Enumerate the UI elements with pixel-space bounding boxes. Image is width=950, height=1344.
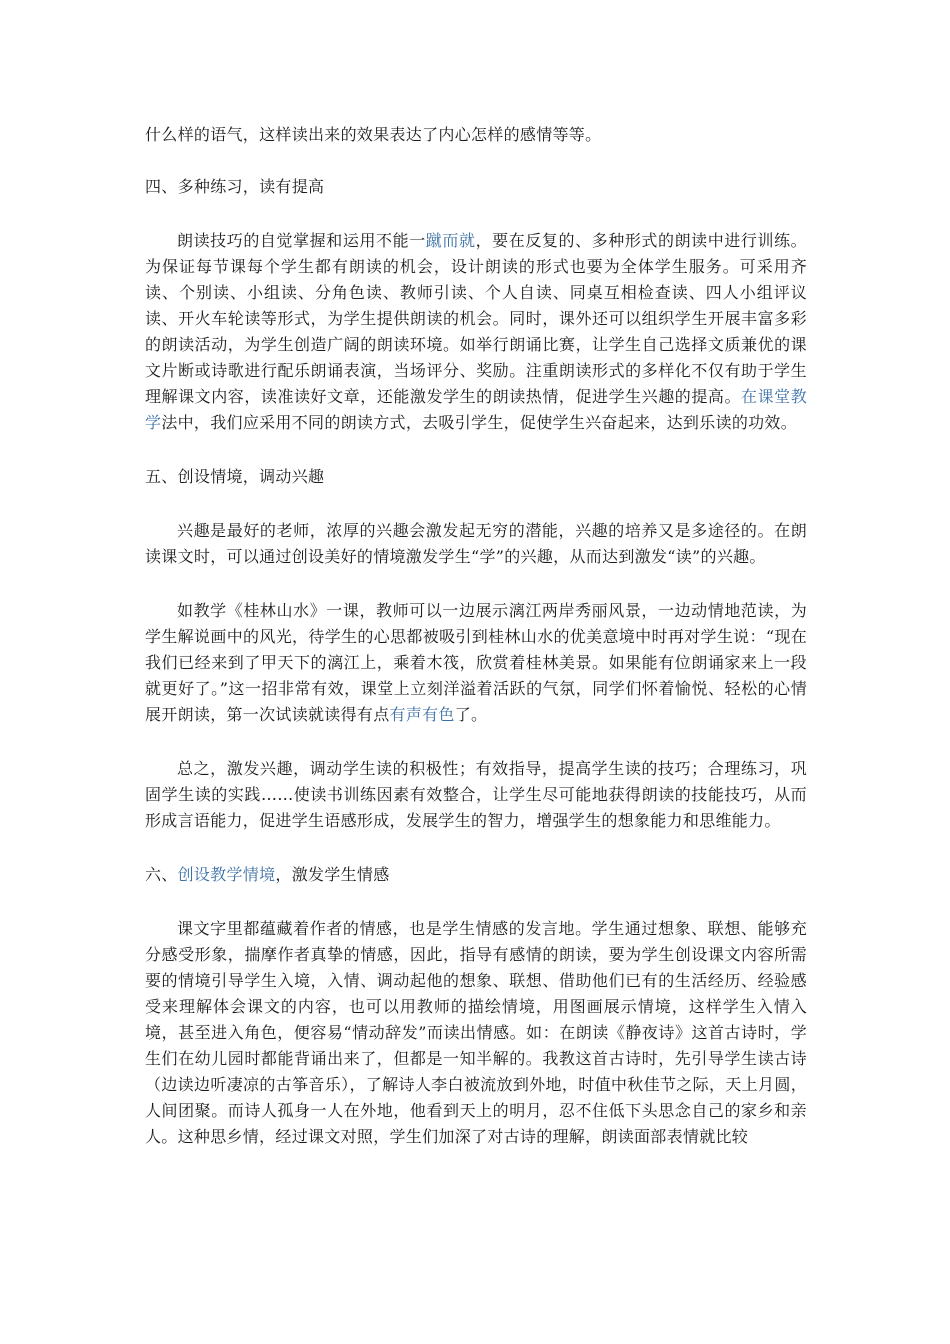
link-classroom-teaching[interactable]: 在课堂教学 xyxy=(145,387,807,432)
text-segment: ，激发学生情感 xyxy=(275,865,390,884)
text-segment: ，要在反复的、多种形式的朗读中进行训练。为保证每节课每个学生都有朗读的机会，设计朗读的形式也要为全体学生服务。可采用齐读、个别读、小组读、分角色读、教师引读、个人自读、同桌互相检查读、四人小组评议读、开火车轮读等形式，为学生提供朗读的机会。同时，课外还可以组织学生开展丰富多彩的朗读活动，为学生创造广阔的朗读环境。如举行朗诵比赛，让学生自己选择文质兼优的课文片断或诗歌进行配乐朗诵表演，当场评分、奖励。注重朗读形式的多样化不仅有助于学生理解课文内容，读准读好文章，还能激发学生的朗读热情，促进学生兴趣的提高。 xyxy=(145,231,807,406)
link-create-teaching-context[interactable]: 创设教学情境 xyxy=(177,865,276,884)
section-heading-4: 四、多种练习，读有提高 xyxy=(145,177,325,196)
paragraph-guilin-example xyxy=(145,598,807,728)
paragraph-practice xyxy=(145,228,807,436)
paragraph-interest: 兴趣是最好的老师，浓厚的兴趣会激发起无穷的潜能，兴趣的培养又是多途径的。在朗读课文时，可以通过创设美好的情境激发学生“学”的兴趣，从而达到激发“读”的兴趣。 xyxy=(145,521,807,566)
paragraph-continuation: 什么样的语气，这样读出来的效果表达了内心怎样的感情等等。 xyxy=(145,125,602,144)
text-segment: 朗读技巧的自觉掌握和运用不能一 xyxy=(177,231,426,250)
document-page xyxy=(145,122,807,1150)
text-segment: 法中，我们应采用不同的朗读方式，去吸引学生，促使学生兴奋起来，达到乐读的功效。 xyxy=(161,413,798,432)
paragraph-emotion: 课文字里都蕴藏着作者的情感，也是学生情感的发言地。学生通过想象、联想、能够充分感受形象，揣摩作者真挚的情感，因此，指导有感情的朗读，要为学生创设课文内容所需要的情境引导学生入境，入情、调动起他的想象、联想、借助他们已有的生活经历、经验感受来理解体会课文的内容，也可以用教师的描绘情境，用图画展示情境，这样学生入情入境，甚至进入角色，便容易“情动辞发”而读出情感。如：在朗读《静夜诗》这首古诗时，学生们在幼儿园时都能背诵出来了，但都是一知半解的。我教这首古诗时，先引导学生读古诗（边读边听凄凉的古筝音乐），了解诗人李白被流放到外地，时值中秋佳节之际，天上月圆，人间团聚。而诗人孤身一人在外地，他看到天上的明月，忍不住低下头思念自己的家乡和亲人。这种思乡情，经过课文对照，学生们加深了对古诗的理解，朗读面部表情就比较 xyxy=(145,919,807,1146)
link-you-sheng-you-se[interactable]: 有声有色 xyxy=(389,705,455,724)
paragraph-summary: 总之，激发兴趣，调动学生读的积极性；有效指导，提高学生读的技巧；合理练习，巩固学生读的实践……使读书训练因素有效整合，让学生尽可能地获得朗读的技能技巧，从而形成言语能力，促进学生语感形成，发展学生的智力，增强学生的想象能力和思维能力。 xyxy=(145,759,807,830)
section-heading-6 xyxy=(145,862,807,888)
section-heading-5: 五、创设情境，调动兴趣 xyxy=(145,467,325,486)
text-segment: 了。 xyxy=(454,705,488,724)
text-segment: 如教学《桂林山水》一课，教师可以一边展示漓江两岸秀丽风景，一边动情地范读，为学生解说画中的风光，待学生的心思都被吸引到桂林山水的优美意境中时再对学生说：“现在我们已经来到了甲天下的漓江上，乘着木筏，欣赏着桂林美景。如果能有位朗诵家来上一段就更好了。”这一招非常有效，课堂上立刻洋溢着活跃的气氛，同学们怀着愉悦、轻松的心情展开朗读，第一次试读就读得有点 xyxy=(145,601,807,724)
link-cu-er-jiu[interactable]: 蹴而就 xyxy=(425,231,476,250)
text-segment: 六、 xyxy=(145,865,178,884)
